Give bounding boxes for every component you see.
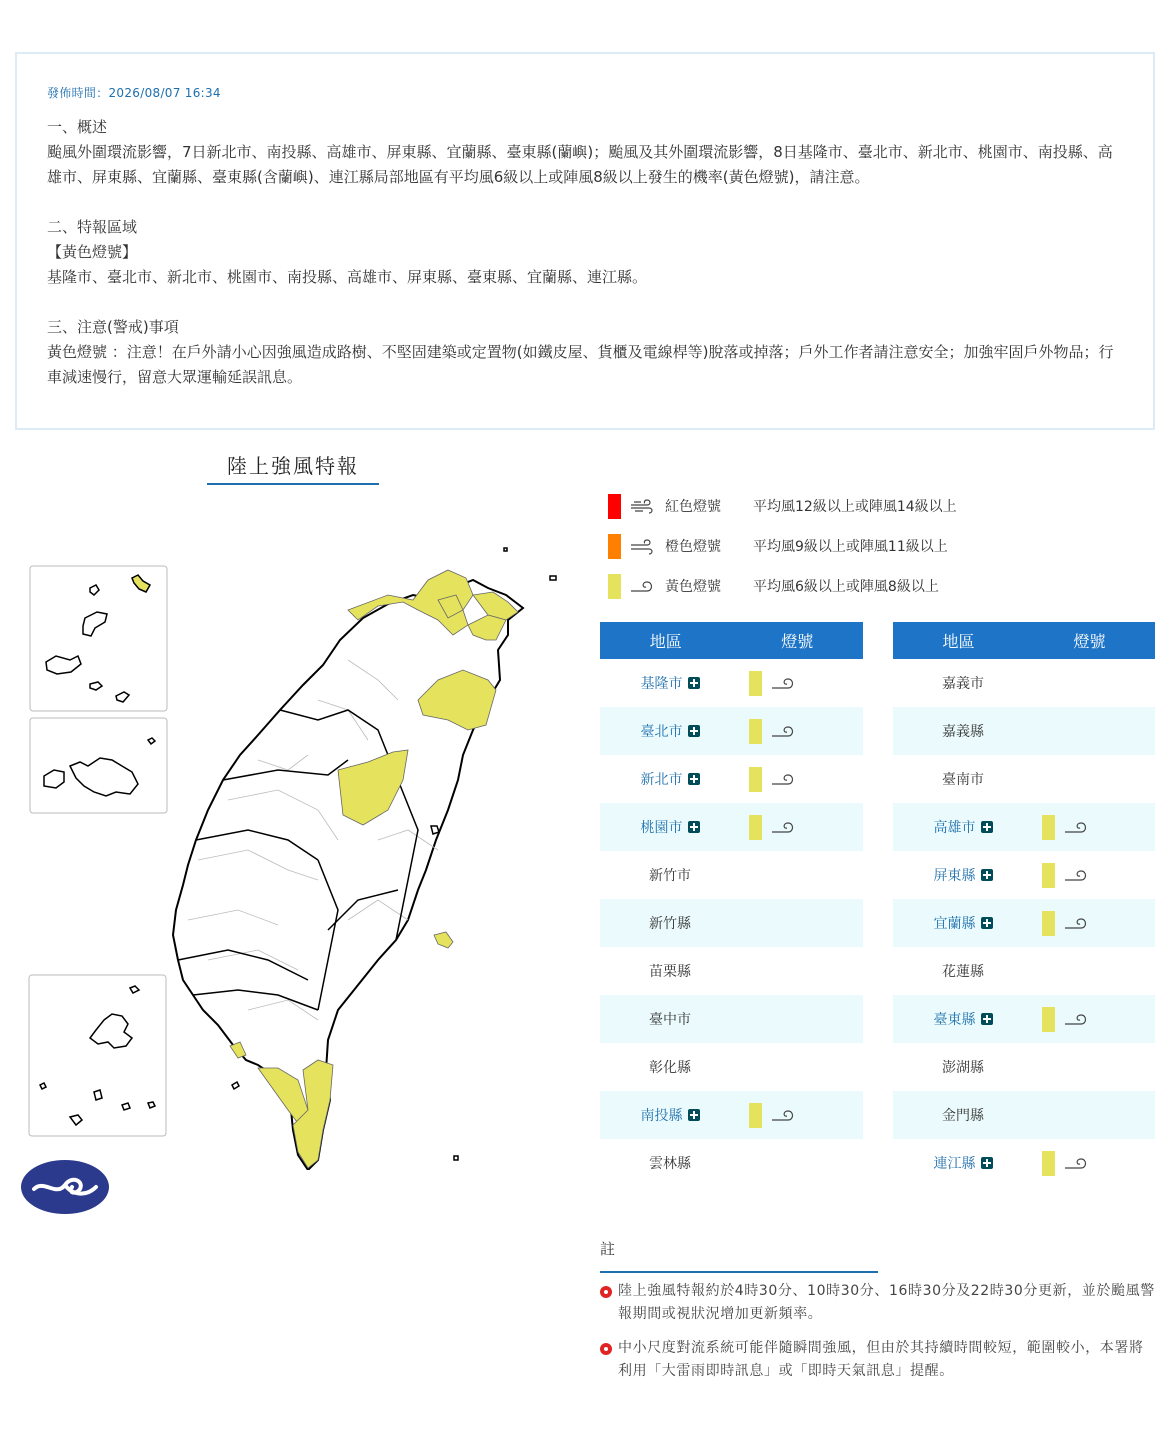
region-name[interactable]: 新北市 — [640, 772, 683, 788]
note-text: 中小尺度對流系統可能伴隨瞬間強風，但由於其持續時間較短，範圍較小，本署將利用「大雷雨即時訊息」或「即時天氣訊息」提醒。 — [618, 1340, 1144, 1379]
legend-red-name: 紅色燈號 — [665, 499, 721, 515]
table-row — [600, 851, 863, 899]
table-row — [600, 803, 863, 851]
note-item — [600, 1280, 1155, 1326]
taiwan-main-island — [173, 580, 523, 1170]
bullet-icon — [600, 1343, 612, 1355]
region-cell — [600, 961, 740, 981]
expand-plus-icon[interactable] — [981, 869, 993, 881]
region-cell — [893, 721, 1033, 741]
legend-orange — [608, 526, 957, 566]
table-row — [893, 1043, 1155, 1091]
section-caution-heading: 三、注意(警戒)事項 — [47, 318, 179, 336]
yellow-signal-bar — [1042, 815, 1055, 840]
wind-light-icon — [770, 769, 796, 789]
region-name: 澎湖縣 — [942, 1060, 984, 1076]
table-row — [600, 755, 863, 803]
wind-medium-icon — [629, 536, 655, 556]
section-areas-sub: 【黃色燈號】 — [47, 243, 138, 261]
section-areas-heading: 二、特報區域 — [47, 218, 138, 236]
inset-lienchiang[interactable] — [30, 566, 167, 711]
region-cell[interactable] — [893, 1009, 1033, 1029]
expand-plus-icon[interactable] — [688, 677, 700, 689]
region-name[interactable]: 連江縣 — [933, 1156, 976, 1172]
expand-plus-icon[interactable] — [981, 1013, 993, 1025]
signal-cell — [1033, 815, 1155, 840]
region-cell[interactable] — [600, 721, 740, 741]
region-name: 新竹縣 — [649, 916, 691, 932]
table-row — [600, 899, 863, 947]
table-row — [893, 803, 1155, 851]
table-row — [893, 1091, 1155, 1139]
signal-cell — [1033, 863, 1155, 888]
notes-list — [600, 1280, 1155, 1394]
region-cell — [600, 1009, 740, 1029]
region-name: 嘉義縣 — [942, 724, 984, 740]
legend-orange-desc: 平均風9級以上或陣風11級以上 — [753, 539, 948, 555]
region-name: 金門縣 — [942, 1108, 984, 1124]
section-overview-heading: 一、概述 — [47, 118, 108, 136]
region-table-right — [893, 622, 1155, 1187]
region-name: 雲林縣 — [649, 1156, 691, 1172]
inset-kinmen[interactable] — [30, 718, 167, 813]
wind-light-icon — [1063, 1153, 1089, 1173]
region-name[interactable]: 臺東縣 — [933, 1012, 976, 1028]
table-row — [600, 1139, 863, 1187]
section-areas-text: 基隆市、臺北市、新北市、桃園市、南投縣、高雄市、屏東縣、臺東縣、宜蘭縣、連江縣。 — [47, 268, 648, 286]
region-cell[interactable] — [600, 673, 740, 693]
issue-time: 發佈時間：2026/08/07 16:34 — [47, 86, 221, 100]
region-table-left — [600, 622, 863, 1187]
yellow-signal-bar — [1042, 1151, 1055, 1176]
region-name: 臺南市 — [942, 772, 984, 788]
orange-swatch — [608, 534, 621, 559]
signal-cell — [1033, 911, 1155, 936]
table-row — [893, 947, 1155, 995]
region-cell[interactable] — [600, 1105, 740, 1125]
region-name[interactable]: 臺北市 — [640, 724, 683, 740]
expand-plus-icon[interactable] — [981, 821, 993, 833]
yellow-signal-bar — [1042, 1007, 1055, 1032]
note-item — [600, 1337, 1155, 1383]
table-header — [600, 622, 863, 659]
expand-plus-icon[interactable] — [688, 1109, 700, 1121]
map-title: 陸上強風特報 — [207, 450, 379, 485]
region-name[interactable]: 宜蘭縣 — [933, 916, 976, 932]
region-cell[interactable] — [600, 817, 740, 837]
table-row — [893, 659, 1155, 707]
expand-plus-icon[interactable] — [981, 1157, 993, 1169]
region-name: 彰化縣 — [649, 1060, 691, 1076]
signal-legend — [608, 486, 957, 606]
table-header — [893, 622, 1155, 659]
legend-yellow-name: 黃色燈號 — [665, 579, 721, 595]
yellow-swatch — [608, 574, 621, 599]
yellow-signal-bar — [749, 671, 762, 696]
region-name: 花蓮縣 — [942, 964, 984, 980]
table-row — [893, 899, 1155, 947]
section-overview-text: 颱風外圍環流影響，7日新北市、南投縣、高雄市、屏東縣、宜蘭縣、臺東縣(蘭嶼)；颱風及其外圍環流影響，8日基隆市、臺北市、新北市、桃園市、南投縣、高雄市、屏東縣、宜蘭縣、臺東縣(含蘭嶼)、連江縣局部地區有平均風6級以上或陣風8級以上發生的機率(黃色燈號)，請注意。 — [47, 143, 1113, 186]
signal-cell — [740, 767, 863, 792]
col-signal-header: 燈號 — [1073, 632, 1106, 651]
region-cell — [600, 1153, 740, 1173]
region-cell — [600, 1057, 740, 1077]
region-cell — [600, 913, 740, 933]
col-region-header: 地區 — [942, 632, 975, 651]
signal-cell — [1033, 1007, 1155, 1032]
notes-title: 註 — [600, 1238, 878, 1273]
wind-light-icon — [1063, 913, 1089, 933]
expand-plus-icon[interactable] — [981, 917, 993, 929]
region-name: 臺中市 — [649, 1012, 691, 1028]
cwa-logo — [20, 1159, 110, 1215]
region-name[interactable]: 桃園市 — [640, 820, 683, 836]
signal-cell — [740, 815, 863, 840]
bullet-icon — [600, 1286, 612, 1298]
wind-light-icon — [770, 817, 796, 837]
yellow-signal-bar — [1042, 863, 1055, 888]
table-row — [893, 851, 1155, 899]
legend-yellow-desc: 平均風6級以上或陣風8級以上 — [753, 579, 939, 595]
wind-light-icon — [1063, 817, 1089, 837]
col-signal-header: 燈號 — [781, 632, 814, 651]
region-cell — [893, 1105, 1033, 1125]
signal-cell — [1033, 1151, 1155, 1176]
region-cell — [893, 769, 1033, 789]
expand-plus-icon[interactable] — [688, 821, 700, 833]
region-cell[interactable] — [893, 865, 1033, 885]
wind-light-icon — [770, 721, 796, 741]
yellow-signal-bar — [749, 719, 762, 744]
region-cell[interactable] — [893, 1153, 1033, 1173]
signal-cell — [740, 719, 863, 744]
area-taitung-isle — [434, 932, 453, 948]
table-row — [893, 1139, 1155, 1187]
region-name[interactable]: 南投縣 — [640, 1108, 683, 1124]
yellow-signal-bar — [749, 815, 762, 840]
wind-light-icon — [770, 1105, 796, 1125]
table-row — [893, 755, 1155, 803]
wind-light-icon — [1063, 865, 1089, 885]
table-row — [893, 707, 1155, 755]
table-row — [893, 995, 1155, 1043]
region-name[interactable]: 屏東縣 — [933, 868, 976, 884]
inset-penghu[interactable] — [29, 975, 166, 1136]
expand-plus-icon[interactable] — [688, 725, 700, 737]
legend-red — [608, 486, 957, 526]
region-name: 苗栗縣 — [649, 964, 691, 980]
table-row — [600, 659, 863, 707]
yellow-signal-bar — [749, 1103, 762, 1128]
signal-cell — [740, 671, 863, 696]
region-name[interactable]: 基隆市 — [640, 676, 683, 692]
region-name[interactable]: 高雄市 — [933, 820, 976, 836]
section-caution-text: 黃色燈號 ：注意！在戶外請小心因強風造成路樹、不堅固建築或定置物(如鐵皮屋、貨櫃及電線桿等)脫落或掉落；戶外工作者請注意安全；加強牢固戶外物品；行車減速慢行，留意大眾運輸延誤訊息。 — [47, 343, 1114, 386]
region-name: 新竹市 — [649, 868, 691, 884]
col-region-header: 地區 — [649, 632, 682, 651]
table-row — [600, 1043, 863, 1091]
wind-strong-icon — [629, 496, 655, 516]
region-cell[interactable] — [893, 817, 1033, 837]
table-row — [600, 707, 863, 755]
region-cell — [600, 865, 740, 885]
yellow-signal-bar — [749, 767, 762, 792]
region-cell[interactable] — [893, 913, 1033, 933]
region-cell — [893, 673, 1033, 693]
region-cell — [893, 961, 1033, 981]
signal-cell — [740, 1103, 863, 1128]
table-row — [600, 947, 863, 995]
table-row — [600, 1091, 863, 1139]
region-cell[interactable] — [600, 769, 740, 789]
legend-orange-name: 橙色燈號 — [665, 539, 721, 555]
bulletin-panel — [15, 52, 1155, 430]
red-swatch — [608, 494, 621, 519]
legend-red-desc: 平均風12級以上或陣風14級以上 — [753, 499, 957, 515]
wind-light-icon — [770, 673, 796, 693]
expand-plus-icon[interactable] — [688, 773, 700, 785]
region-name: 嘉義市 — [942, 676, 984, 692]
legend-yellow — [608, 566, 957, 606]
taiwan-wind-map — [18, 540, 563, 1170]
note-text: 陸上強風特報約於4時30分、10時30分、16時30分及22時30分更新，並於颱風警報期間或視狀況增加更新頻率。 — [618, 1283, 1155, 1322]
table-row — [600, 995, 863, 1043]
region-cell — [893, 1057, 1033, 1077]
wind-light-icon — [629, 576, 655, 596]
wind-light-icon — [1063, 1009, 1089, 1029]
yellow-signal-bar — [1042, 911, 1055, 936]
